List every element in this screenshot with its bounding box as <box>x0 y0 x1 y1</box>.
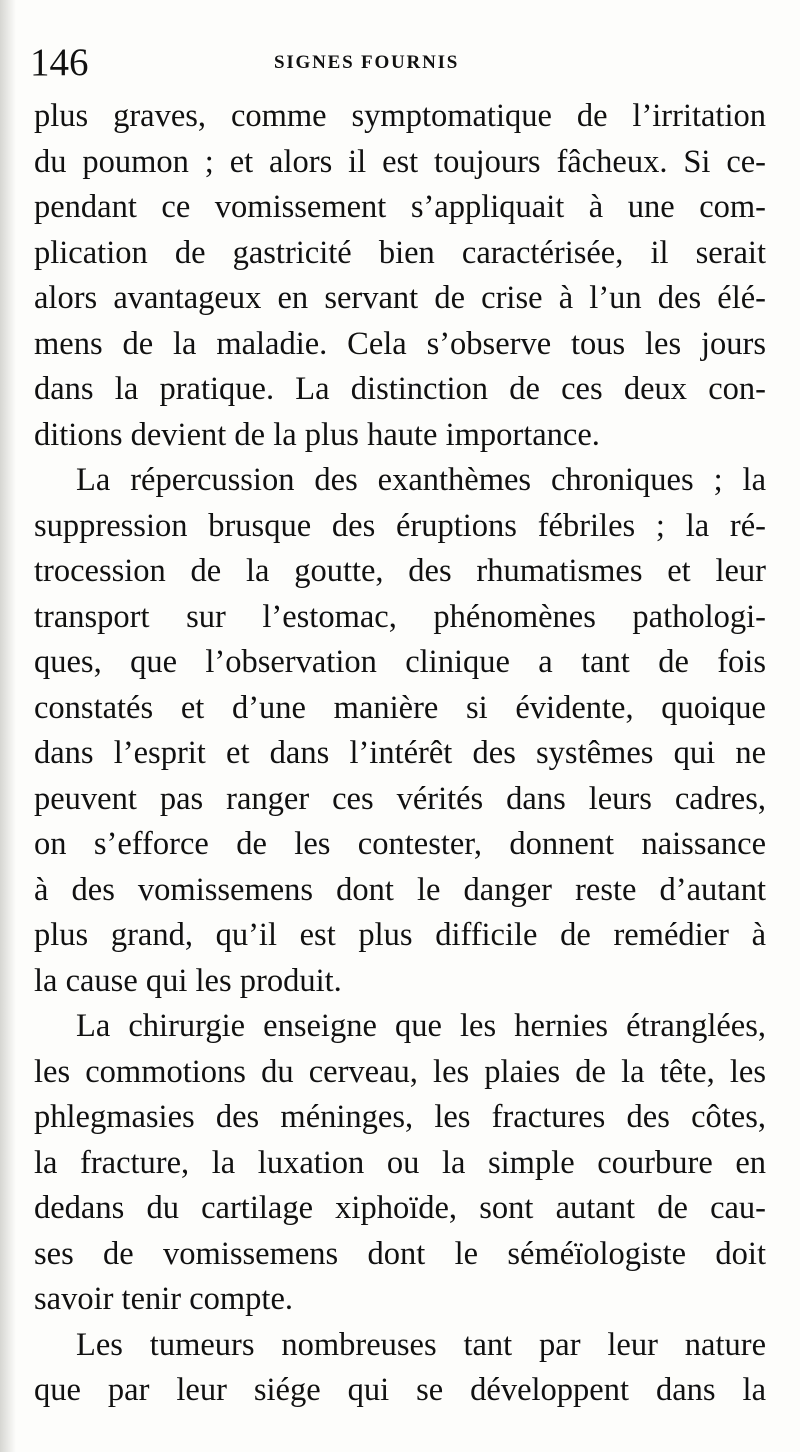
text-line: suppression brusque des éruptions fébriles ; la ré- <box>34 507 766 544</box>
text-line: plication de gastricité bien caractérisée, il serait <box>34 234 766 271</box>
text-line: peuvent pas ranger ces vérités dans leurs cadres, <box>34 780 766 817</box>
text-line: pendant ce vomissement s’appliquait à une com- <box>34 189 766 225</box>
text-line: alors avantageux en servant de crise à l’un des élé- <box>34 280 766 316</box>
page-number: 146 <box>30 41 89 84</box>
text-line: plus grand, qu’il est plus difficile de remédier à <box>34 917 766 953</box>
paragraph-first-line: Les tumeurs nombreuses tant par leur nature <box>76 1326 766 1363</box>
text-line: dans l’esprit et dans l’intérêt des systêmes qui ne <box>34 735 766 771</box>
running-head <box>30 40 770 90</box>
text-line: la fracture, la luxation ou la simple courbure en <box>34 1144 766 1181</box>
paragraph-first-line: La répercussion des exanthèmes chroniques ; la <box>76 462 766 498</box>
text-line: mens de la maladie. Cela s’observe tous les jours <box>34 325 766 362</box>
text-line: à des vomissemens dont le danger reste d’autant <box>34 871 766 908</box>
text-line: dedans du cartilage xiphoïde, sont autant de cau- <box>34 1190 766 1226</box>
text-line: ses de vomissemens dont le séméïologiste doit <box>34 1235 766 1272</box>
page-gutter-shadow <box>0 0 16 1452</box>
text-line: phlegmasies des méninges, les fractures des côtes, <box>34 1099 766 1135</box>
text-line: que par leur siége qui se développent dans la <box>34 1372 766 1408</box>
text-line: ditions devient de la plus haute importance. <box>34 416 600 453</box>
text-line: plus graves, comme symptomatique de l’irritation <box>34 98 766 134</box>
text-line: dans la pratique. La distinction de ces deux con- <box>34 371 766 407</box>
text-line: la cause qui les produit. <box>34 962 342 999</box>
text-line: on s’efforce de les contester, donnent naissance <box>34 826 766 862</box>
paragraph-first-line: La chirurgie enseigne que les hernies étranglées, <box>76 1008 766 1044</box>
text-line: ques, que l’observation clinique a tant de fois <box>34 644 766 680</box>
text-line: constatés et d’une manière si évidente, quoique <box>34 689 766 726</box>
text-line: transport sur l’estomac, phénomènes pathologi- <box>34 598 766 635</box>
body-text <box>34 94 766 1414</box>
text-line: du poumon ; et alors il est toujours fâcheux. Si ce- <box>34 143 766 180</box>
text-line: trocession de la goutte, des rhumatismes et leur <box>34 553 766 589</box>
running-title: SIGNES FOURNIS <box>274 52 460 73</box>
text-line: savoir tenir compte. <box>34 1281 294 1317</box>
text-line: les commotions du cerveau, les plaies de la tête, les <box>34 1053 766 1090</box>
